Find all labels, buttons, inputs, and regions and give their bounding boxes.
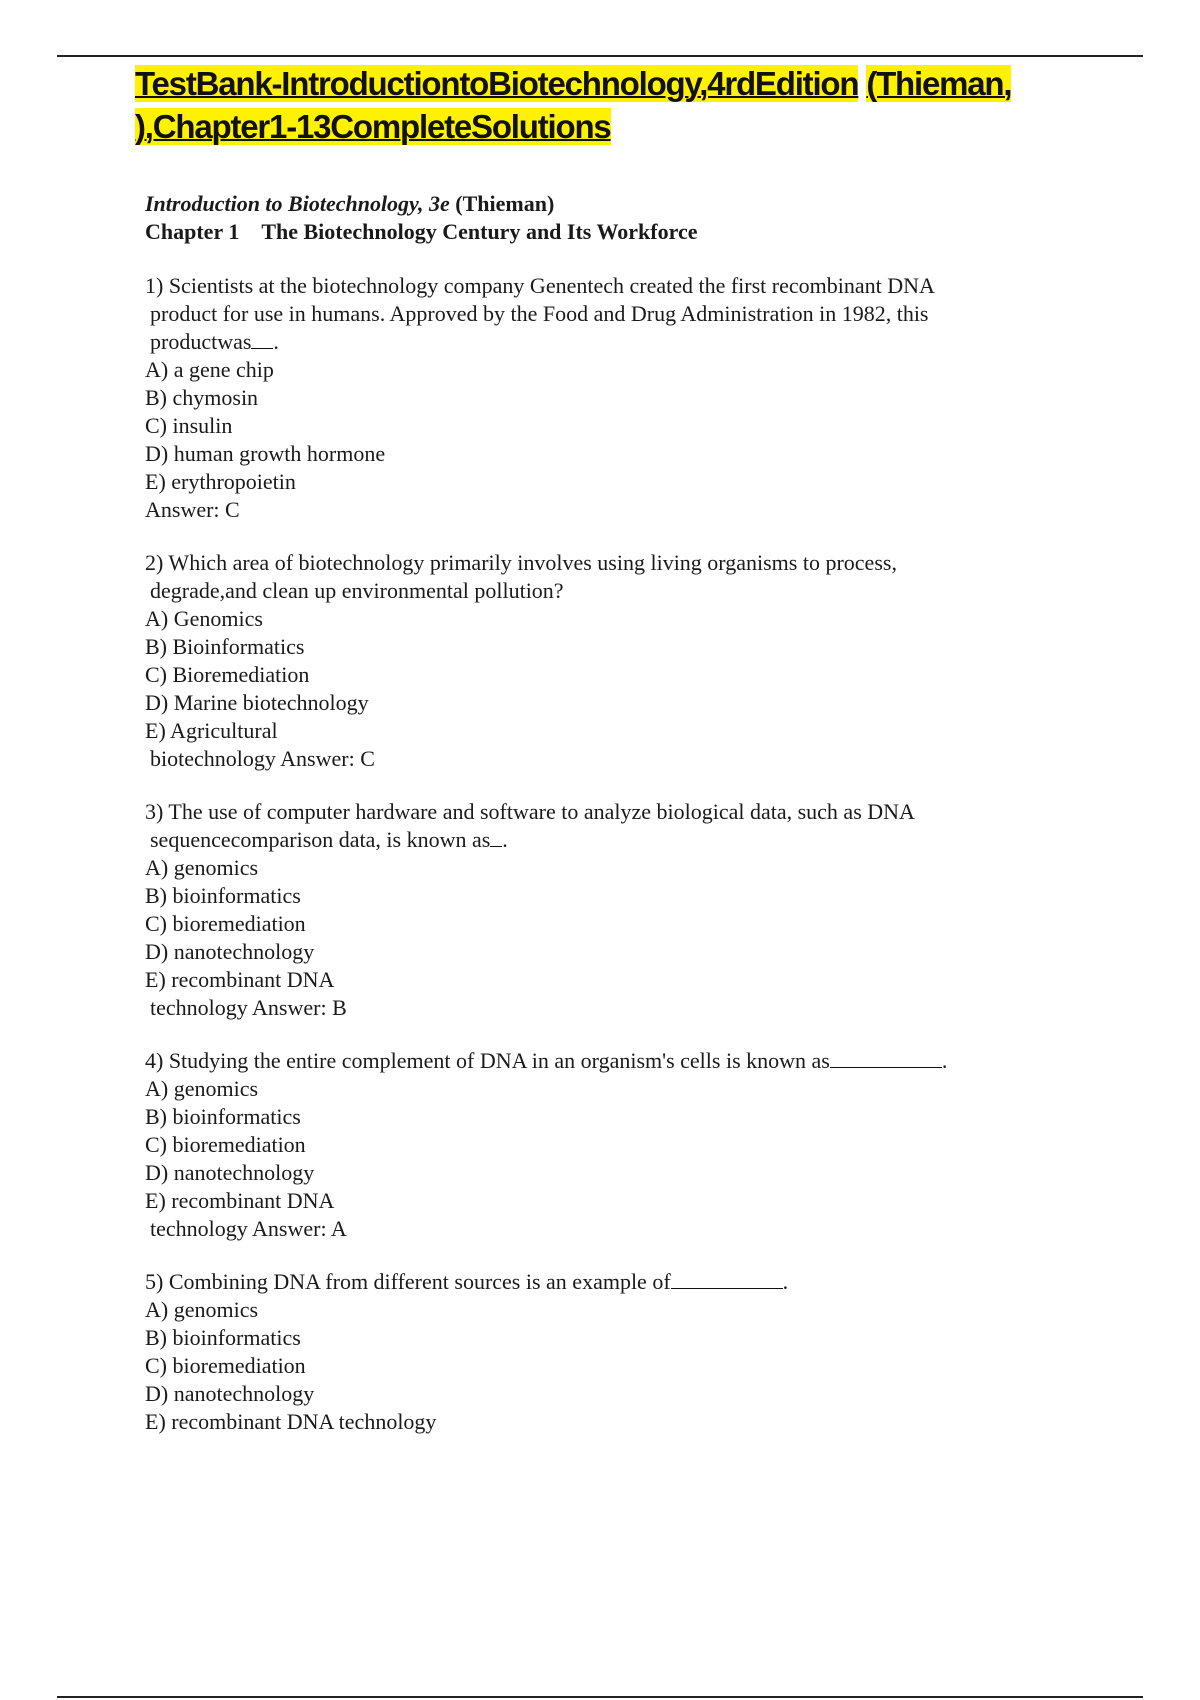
book-heading <box>145 190 1045 218</box>
title-line-1b: (Thieman, <box>866 65 1012 102</box>
stem-line: product for use in humans. Approved by the Food and Drug Administration in 1982, this <box>150 301 929 326</box>
option-b: B) chymosin <box>145 385 259 410</box>
stem-line: 3) The use of computer hardware and software to analyze biological data, such as DNA <box>145 799 915 824</box>
stem-line: 1) Scientists at the biotechnology company Genentech created the first recombinant DNA <box>145 273 935 298</box>
option-d: D) human growth hormone <box>145 441 386 466</box>
answer-blank <box>671 1268 783 1289</box>
question-5 <box>145 1268 1045 1436</box>
question-stem <box>145 549 1045 605</box>
option-c: C) bioremediation <box>145 911 306 936</box>
question-2 <box>145 549 1045 773</box>
option-e: E) recombinant DNA <box>145 967 335 992</box>
question-4 <box>145 1047 1045 1243</box>
chapter-title: The Biotechnology Century and Its Workforce <box>261 219 698 244</box>
question-stem <box>145 1047 1045 1075</box>
stem-punct: . <box>502 827 508 852</box>
answer-line: Answer: C <box>145 497 240 522</box>
answer-blank <box>251 328 273 349</box>
option-d: D) Marine biotechnology <box>145 690 369 715</box>
stem-punct: . <box>782 1269 789 1294</box>
answer-line: biotechnology Answer: C <box>150 746 375 771</box>
title-line-2: ),Chapter1-13CompleteSolutions <box>135 108 611 145</box>
document-body <box>145 190 1045 1461</box>
option-e: E) recombinant DNA <box>145 1188 335 1213</box>
option-c: C) insulin <box>145 413 233 438</box>
answer-line: technology Answer: B <box>150 995 347 1020</box>
stem-line: 2) Which area of biotechnology primarily involves using living organisms to process, <box>145 550 897 575</box>
option-e: E) Agricultural <box>145 718 278 743</box>
chapter-heading <box>145 218 1045 246</box>
stem-line: 5) Combining DNA from different sources is an example of <box>145 1269 671 1294</box>
option-a: A) a gene chip <box>145 357 274 382</box>
option-d: D) nanotechnology <box>145 939 315 964</box>
option-e: E) recombinant DNA technology <box>145 1409 437 1434</box>
answer-blank <box>830 1047 942 1068</box>
option-a: A) genomics <box>145 855 259 880</box>
option-a: A) genomics <box>145 1297 259 1322</box>
option-c: C) Bioremediation <box>145 662 310 687</box>
book-title: Introduction to Biotechnology, 3e <box>145 191 450 216</box>
top-rule <box>57 55 1143 57</box>
chapter-label: Chapter 1 <box>145 219 240 244</box>
question-stem <box>145 1268 1045 1296</box>
option-e: E) erythropoietin <box>145 469 296 494</box>
option-b: B) bioinformatics <box>145 1104 301 1129</box>
bottom-rule <box>57 1696 1143 1698</box>
stem-line: degrade,and clean up environmental pollution? <box>150 578 564 603</box>
answer-line: technology Answer: A <box>150 1216 347 1241</box>
stem-line: sequencecomparison data, is known as <box>150 827 491 852</box>
option-b: B) bioinformatics <box>145 883 301 908</box>
option-d: D) nanotechnology <box>145 1381 315 1406</box>
option-c: C) bioremediation <box>145 1353 306 1378</box>
stem-line: productwas <box>150 329 252 354</box>
stem-line: 4) Studying the entire complement of DNA in an organism's cells is known as <box>145 1048 830 1073</box>
option-b: B) Bioinformatics <box>145 634 305 659</box>
question-1 <box>145 272 1045 524</box>
option-c: C) bioremediation <box>145 1132 306 1157</box>
question-3 <box>145 798 1045 1022</box>
option-a: A) genomics <box>145 1076 259 1101</box>
stem-punct: . <box>273 329 279 354</box>
document-title <box>135 62 1125 148</box>
option-b: B) bioinformatics <box>145 1325 301 1350</box>
stem-punct: . <box>941 1048 948 1073</box>
option-a: A) Genomics <box>145 606 263 631</box>
question-stem <box>145 272 1045 356</box>
option-d: D) nanotechnology <box>145 1160 315 1185</box>
title-line-1: TestBank-IntroductiontoBiotechnology,4rdEdition <box>135 65 859 102</box>
question-stem <box>145 798 1045 854</box>
book-author: (Thieman) <box>455 191 555 216</box>
answer-blank <box>490 826 502 847</box>
